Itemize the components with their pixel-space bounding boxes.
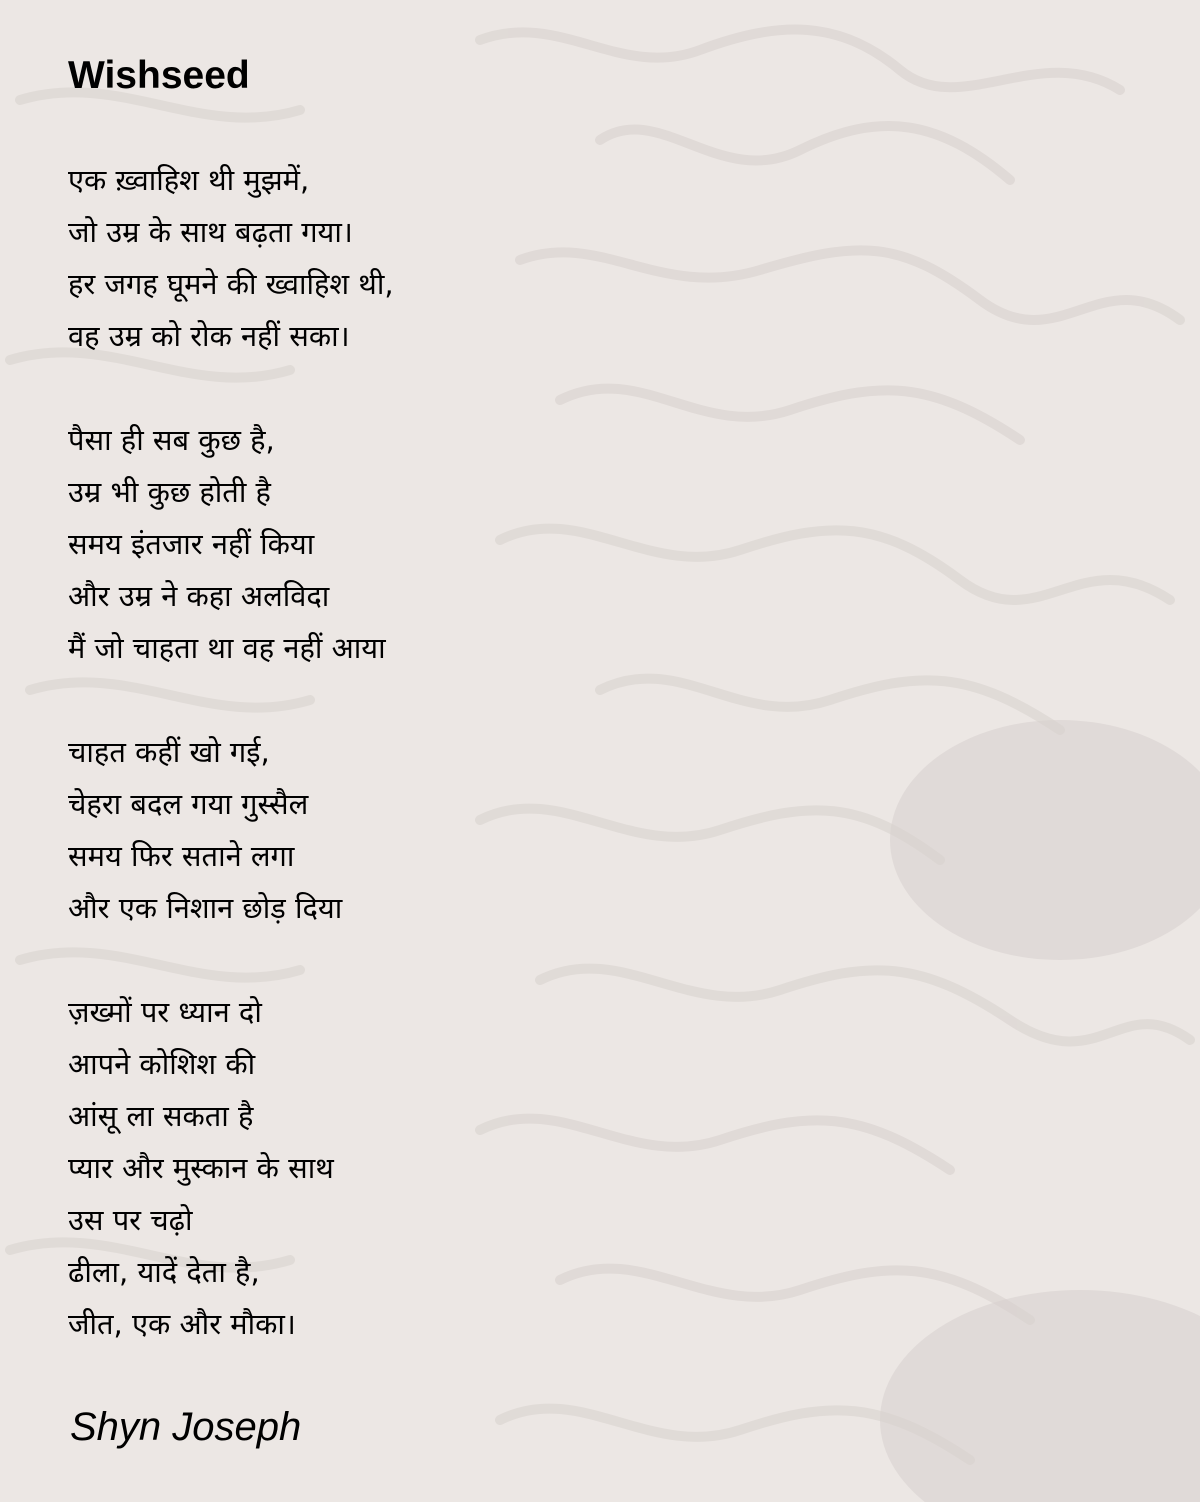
poem-line: वह उम्र को रोक नहीं सका। xyxy=(68,319,350,353)
poem-line: समय इंतजार नहीं किया xyxy=(68,527,315,561)
stanza-2 xyxy=(68,414,768,674)
stanza-3 xyxy=(68,726,768,934)
poem-line: प्यार और मुस्कान के साथ xyxy=(68,1151,334,1185)
poem-line: उम्र भी कुछ होती है xyxy=(68,475,271,509)
poem-line: मैं जो चाहता था वह नहीं आया xyxy=(68,631,386,665)
poem-line: पैसा ही सब कुछ है, xyxy=(68,423,275,457)
poem-line: जीत, एक और मौका। xyxy=(68,1307,296,1341)
poem-line: ढीला, यादें देता है, xyxy=(68,1255,260,1289)
poem-line: समय फिर सताने लगा xyxy=(68,839,295,873)
poem-line: हर जगह घूमने की ख्वाहिश थी, xyxy=(68,267,394,301)
poem-line: जो उम्र के साथ बढ़ता गया। xyxy=(68,215,353,249)
poem-line: उस पर चढ़ो xyxy=(68,1203,193,1237)
poem-line: ज़ख्मों पर ध्यान दो xyxy=(68,995,262,1029)
poem-author: Shyn Joseph xyxy=(70,1405,302,1449)
poem-line: एक ख़्वाहिश थी मुझमें, xyxy=(68,163,310,197)
poem-line: और उम्र ने कहा अलविदा xyxy=(68,579,330,613)
poem-line: चाहत कहीं खो गई, xyxy=(68,735,270,769)
poem-line: और एक निशान छोड़ दिया xyxy=(68,891,343,925)
stanza-1 xyxy=(68,154,768,362)
poem-line: आपने कोशिश की xyxy=(68,1047,256,1081)
poem-body xyxy=(68,154,768,1402)
stanza-4 xyxy=(68,986,768,1350)
poem-title: Wishseed xyxy=(68,54,250,97)
poem-line: चेहरा बदल गया गुस्सैल xyxy=(68,787,309,821)
poem-line: आंसू ला सकता है xyxy=(68,1099,254,1133)
